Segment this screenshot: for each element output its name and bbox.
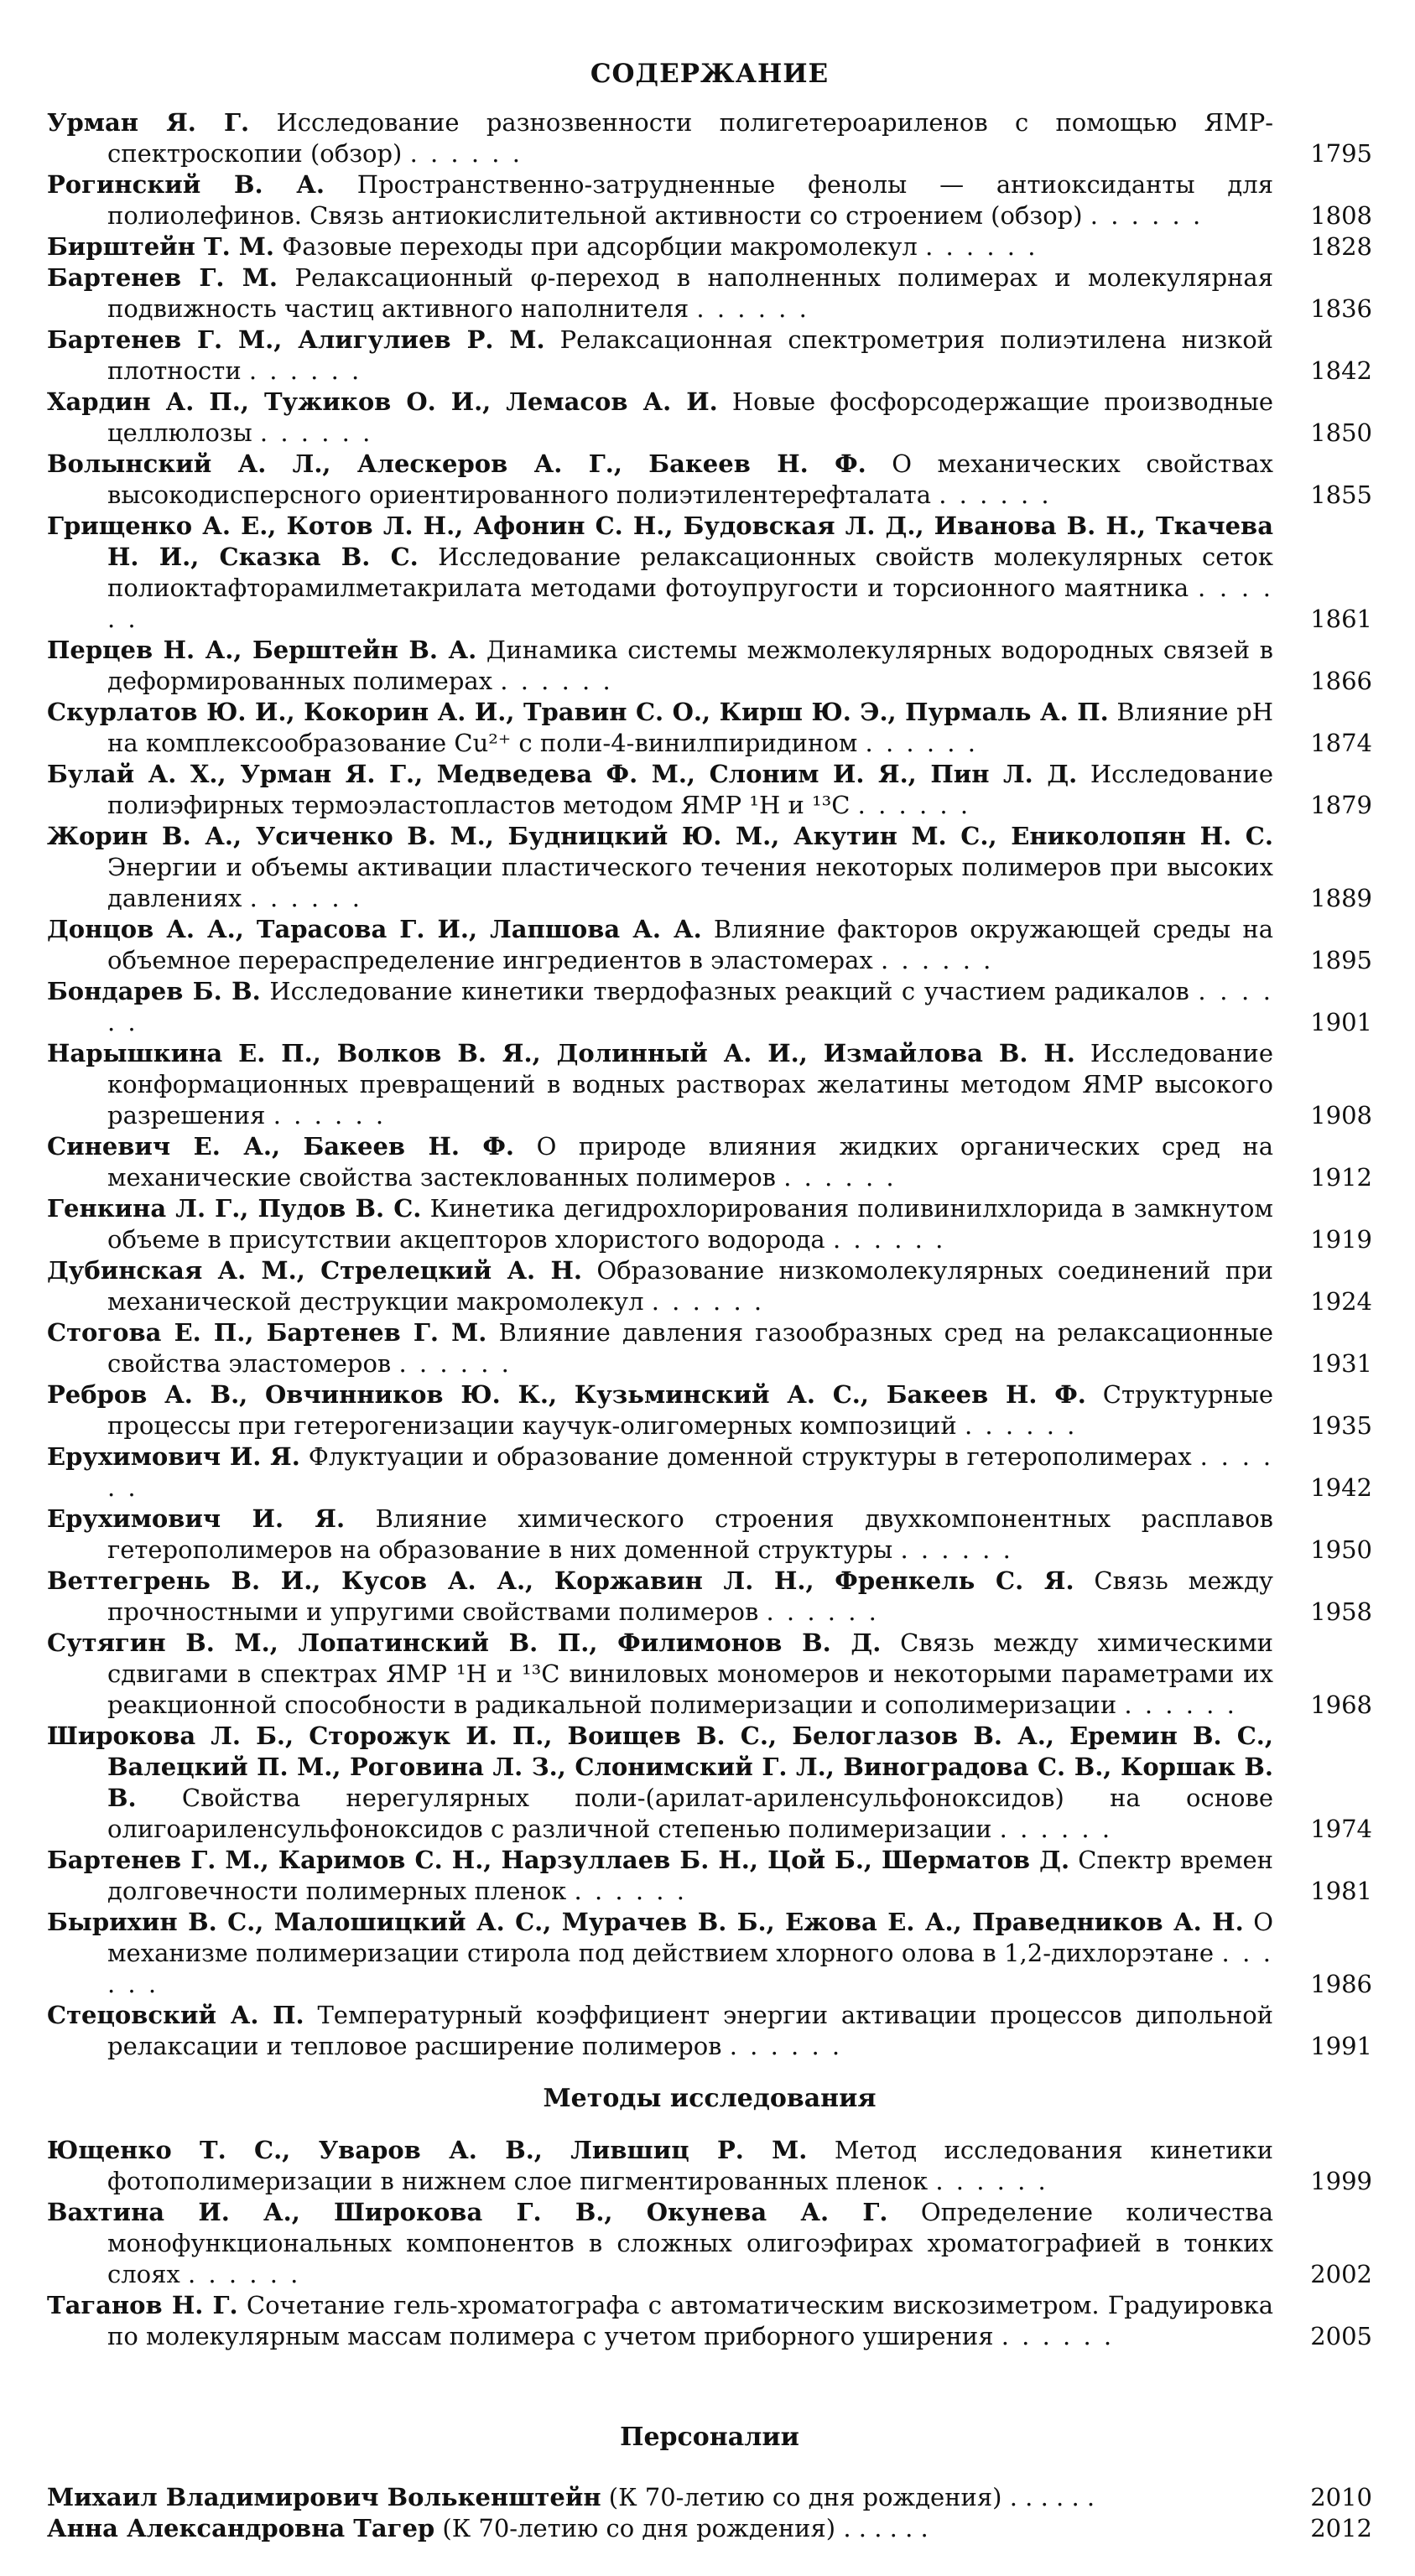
entry-authors: Ерухимович И. Я. [47,1442,300,1471]
entry-page-number: 1908 [1310,1101,1372,1130]
leader-dots: . . . . . . [651,1287,765,1316]
toc-entry [47,2135,1372,2197]
entry-authors: Ребров А. В., Овчинников Ю. К., Кузьминский А. С., Бакеев Н. Ф. [47,1380,1086,1409]
toc-entry [47,231,1372,262]
entry-title: Температурный коэффициент энергии активации процессов дипольной релаксации и тепловое расширение полимеров [107,2001,1274,2060]
leader-dots: . . . . . . [900,1535,1013,1564]
leader-dots: . . . . . . [500,667,613,695]
methods-list [47,2135,1372,2352]
entry-page-number: 1974 [1310,1815,1372,1843]
toc-entry [47,976,1372,1038]
entry-page-number: 1991 [1310,2032,1372,2060]
entry-authors: Булай А. Х., Урман Я. Г., Медведева Ф. М., Слоним И. Я., Пин Л. Д. [47,760,1078,788]
leader-dots: . . . . . . [398,1349,512,1378]
toc-entry [47,914,1372,976]
entry-authors: Сутягин В. М., Лопатинский В. П., Филимонов В. Д. [47,1628,882,1657]
entry-authors: Бырихин В. С., Малошицкий А. С., Мурачев В. Б., Ежова Е. А., Праведников А. Н. [47,1908,1244,1936]
entry-authors: Бирштейн Т. М. [47,232,274,261]
entry-title: Определение количества монофункциональных компонентов в сложных олигоэфирах хроматографией в тонких слоях [107,2198,1273,2288]
toc-entry [47,2197,1372,2290]
entry-title: (К 70-летию со дня рождения) [442,2514,836,2542]
entry-title: Влияние химического строения двухкомпонентных расплавов гетерополимеров на образование в них доменной структуры [107,1504,1274,1564]
toc-entry [47,1317,1372,1379]
entry-title: Свойства нерегулярных поли-(арилат-ариленсульфоноксидов) на основе олигоариленсульфоноксидов с различной степенью полимеризации [107,1784,1273,1843]
toc-entry [47,821,1372,914]
toc-entry [47,325,1372,387]
entry-authors: Урман Я. Г. [47,108,250,137]
entry-authors: Дубинская А. М., Стрелецкий А. Н. [47,1256,582,1285]
entry-page-number: 2012 [1310,2514,1372,2542]
toc-entry [47,1566,1372,1628]
entry-authors: Скурлатов Ю. И., Кокорин А. И., Травин С. О., Кирш Ю. Э., Пурмаль А. П. [47,698,1109,726]
personalia-section-title: Персоналии [620,2423,799,2452]
entry-authors: Веттегрень В. И., Кусов А. А., Коржавин Л. Н., Френкель С. Я. [47,1566,1074,1595]
entry-title: (К 70-летию со дня рождения) [608,2483,1002,2511]
entry-authors: Ющенко Т. С., Уваров А. В., Лившиц Р. М. [47,2136,808,2164]
entry-title: Исследование полиэфирных термоэластопластов методом ЯМР ¹H и ¹³C [107,760,1273,819]
entry-title: Влияние факторов окружающей среды на объемное перераспределение ингредиентов в эластомерах [107,915,1274,974]
entry-page-number: 1950 [1310,1535,1372,1564]
entry-page-number: 2005 [1310,2322,1372,2350]
toc-entry [47,1441,1372,1504]
leader-dots: . . . . . . [574,1877,687,1905]
toc-entry [47,697,1372,759]
leader-dots: . . . . . . [832,1225,946,1254]
entry-title: О природе влияния жидких органических сред на механические свойства застеклованных полимеров [107,1132,1273,1192]
entry-page-number: 1874 [1310,729,1372,757]
leader-dots: . . . . . . [409,139,523,168]
leader-dots: . . . . . . [188,2260,301,2288]
entry-page-number: 1942 [1310,1473,1372,1502]
toc-entry [47,2000,1372,2062]
entry-page-number: 1986 [1310,1970,1372,1998]
leader-dots: . . . . . . [999,1815,1113,1843]
leader-dots: . . . . . . [107,977,1273,1036]
entry-authors: Хардин А. П., Тужиков О. И., Лемасов А. И. [47,387,718,416]
leader-dots: . . . . . . [248,356,362,385]
leader-dots: . . . . . . [729,2032,843,2060]
entry-title: Энергии и объемы активации пластического течения некоторых полимеров при высоких давлениях [107,853,1273,912]
entry-page-number: 1842 [1310,356,1372,385]
entry-page-number: 1999 [1310,2167,1372,2195]
entry-authors: Волынский А. Л., Алескеров А. Г., Бакеев Н. Ф. [47,449,866,478]
toc-entry [47,387,1372,449]
entry-title: О механических свойствах высокодисперсного ориентированного полиэтилентерефталата [107,449,1274,509]
entry-page-number: 1958 [1310,1597,1372,1626]
entry-title: Кинетика дегидрохлорирования поливинилхлорида в замкнутом объеме в присутствии акцепторов хлористого водорода [107,1194,1273,1254]
toc-entry [47,1255,1372,1317]
entry-page-number: 1924 [1310,1287,1372,1316]
entry-title: Связь между химическими сдвигами в спектрах ЯМР ¹H и ¹³C виниловых мономеров и некоторыми параметрами их реакционной способности в радикальной полимеризации и сополимеризации [107,1628,1274,1719]
entry-page-number: 1901 [1310,1008,1372,1036]
entry-authors: Широкова Л. Б., Сторожук И. П., Воищев В. С., Белоглазов В. А., Еремин В. С., Валецкий П. М., Роговина Л. З., Слонимский Г. Л., Виноградова С. В., Коршак В. В. [47,1722,1273,1812]
entry-page-number: 1866 [1310,667,1372,695]
entry-page-number: 1855 [1310,480,1372,509]
entry-authors: Нарышкина Е. П., Волков В. Я., Долинный А. И., Измайлова В. Н. [47,1039,1075,1067]
entry-authors: Бартенев Г. М. [47,263,278,292]
entry-authors: Бондарев Б. В. [47,977,261,1005]
entry-page-number: 2002 [1310,2260,1372,2288]
toc-entry [47,1038,1372,1131]
leader-dots: . . . . . . [1090,201,1204,230]
entry-title: Пространственно-затрудненные фенолы — антиоксиданты для полиолефинов. Связь антиокислительной активности со строением (обзор) [107,170,1273,230]
entry-title: Исследование конформационных превращений в водных растворах желатины методом ЯМР высокого разрешения [107,1039,1273,1130]
entry-authors: Стогова Е. П., Бартенев Г. М. [47,1318,487,1347]
toc-entry [47,1193,1372,1255]
entry-title: Релаксационный φ-переход в наполненных полимерах и молекулярная подвижность частиц активного наполнителя [107,263,1274,323]
leader-dots: . . . . . . [939,480,1052,509]
toc-entry [47,262,1372,325]
entry-authors: Перцев Н. А., Берштейн В. А. [47,636,477,664]
toc-entry [47,511,1372,635]
toc-entry [47,2513,1372,2544]
leader-dots: . . . . . . [696,294,809,323]
entry-authors: Вахтина И. А., Широкова Г. В., Окунева А. Г. [47,2198,888,2226]
entry-title: Спектр времен долговечности полимерных пленок [107,1846,1273,1905]
entry-authors: Генкина Л. Г., Пудов В. С. [47,1194,422,1223]
toc-entry [47,1628,1372,1721]
page-title: СОДЕРЖАНИЕ [590,59,830,89]
entry-page-number: 1889 [1310,884,1372,912]
entry-authors: Донцов А. А., Тарасова Г. И., Лапшова А. А. [47,915,702,943]
toc-entry [47,2290,1372,2352]
leader-dots: . . . . . . [857,791,971,819]
entry-title: Исследование кинетики твердофазных реакций с участием радикалов [269,977,1189,1005]
leader-dots: . . . . . . [880,946,994,974]
entry-page-number: 1836 [1310,294,1372,323]
entry-page-number: 1828 [1310,232,1372,261]
entry-page-number: 1895 [1310,946,1372,974]
entry-title: Динамика системы межмолекулярных водородных связей в деформированных полимерах [107,636,1273,695]
contents-page [47,59,1372,2544]
toc-entry [47,759,1372,821]
entry-title: Метод исследования кинетики фотополимеризации в нижнем слое пигментированных пленок [107,2136,1274,2195]
entry-authors: Синевич Е. А., Бакеев Н. Ф. [47,1132,515,1161]
entry-page-number: 1912 [1310,1163,1372,1192]
entry-title: Фазовые переходы при адсорбции макромолекул [282,232,918,261]
leader-dots: . . . . . . [107,1442,1274,1502]
entry-page-number: 1850 [1310,418,1372,447]
leader-dots: . . . . . . [107,574,1274,633]
methods-section-title: Методы исследования [543,2084,877,2113]
entry-page-number: 2010 [1310,2483,1372,2511]
leader-dots: . . . . . . [766,1597,879,1626]
toc-entry [47,169,1372,231]
entry-title: Флуктуации и образование доменной структуры в гетерополимерах [308,1442,1192,1471]
leader-dots: . . . . . . [865,729,978,757]
entry-authors: Бартенев Г. М., Каримов С. Н., Нарзуллаев Б. Н., Цой Б., Шерматов Д. [47,1846,1070,1874]
leader-dots: . . . . . . [1124,1690,1237,1719]
toc-entry [47,1721,1372,1845]
leader-dots: . . . . . . [925,232,1038,261]
leader-dots: . . . . . . [107,1939,1273,1998]
leader-dots: . . . . . . [273,1101,387,1130]
entry-title: Релаксационная спектрометрия полиэтилена низкой плотности [107,325,1274,385]
entry-authors: Стецовский А. П. [47,2001,304,2029]
entry-title: Исследование релаксационных свойств молекулярных сеток полиоктафторамилметакрилата методами фотоупругости и торсионного маятника [107,543,1273,602]
leader-dots: . . . . . . [964,1411,1078,1440]
entry-title: Структурные процессы при гетерогенизации каучук-олигомерных композиций [107,1380,1273,1440]
leader-dots: . . . . . . [259,418,373,447]
entry-page-number: 1981 [1310,1877,1372,1905]
toc-entry [47,1131,1372,1193]
leader-dots: . . . . . . [249,884,362,912]
entry-authors: Бартенев Г. М., Алигулиев Р. М. [47,325,545,354]
entry-title: Исследование разнозвенности полигетероариленов с помощью ЯМР-спектроскопии (обзор) [107,108,1274,168]
entry-title: О механизме полимеризации стирола под действием хлорного олова в 1,2-дихлорэтане [107,1908,1273,1967]
leader-dots: . . . . . . [1001,2322,1115,2350]
entry-authors: Жорин В. А., Усиченко В. М., Будницкий Ю. М., Акутин М. С., Ениколопян Н. С. [47,822,1273,850]
entry-authors: Анна Александровна Тагер [47,2514,435,2542]
entry-authors: Рогинский В. А. [47,170,325,199]
entry-authors: Михаил Владимирович Волькенштейн [47,2483,601,2511]
entry-title: Сочетание гель-хроматографа с автоматическим вискозиметром. Градуировка по молекулярным массам полимера с учетом приборного уширения [107,2291,1274,2350]
toc-entry [47,1379,1372,1441]
leader-dots: . . . . . . [935,2167,1048,2195]
entry-page-number: 1861 [1310,605,1372,633]
entry-title: Связь между прочностными и упругими свойствами полимеров [107,1566,1273,1626]
contents-list [47,107,1372,2062]
entry-page-number: 1795 [1310,139,1372,168]
entry-authors: Ерухимович И. Я. [47,1504,346,1533]
entry-page-number: 1808 [1310,201,1372,230]
toc-entry [47,635,1372,697]
toc-entry [47,2482,1372,2513]
leader-dots: . . . . . . [783,1163,897,1192]
entry-title: Новые фосфорсодержащие производные целлюлозы [107,387,1274,447]
toc-entry [47,1845,1372,1907]
toc-entry [47,1907,1372,2000]
entry-page-number: 1879 [1310,791,1372,819]
entry-title: Влияние давления газообразных сред на релаксационные свойства эластомеров [107,1318,1274,1378]
entry-authors: Грищенко А. Е., Котов Л. Н., Афонин С. Н., Будовская Л. Д., Иванова В. Н., Ткачева Н. И., Сказка В. С. [47,512,1273,571]
entry-title: Влияние pH на комплексообразование Cu²⁺ с поли-4-винилпиридином [107,698,1274,757]
entry-authors: Таганов Н. Г. [47,2291,238,2319]
toc-entry [47,449,1372,511]
personalia-list [47,2482,1372,2544]
leader-dots: . . . . . . [843,2514,929,2542]
toc-entry [47,107,1372,169]
toc-entry [47,1504,1372,1566]
entry-page-number: 1968 [1310,1690,1372,1719]
leader-dots: . . . . . . [1009,2483,1095,2511]
entry-page-number: 1931 [1310,1349,1372,1378]
entry-title: Образование низкомолекулярных соединений при механической деструкции макромолекул [107,1256,1273,1316]
entry-page-number: 1919 [1310,1225,1372,1254]
entry-page-number: 1935 [1310,1411,1372,1440]
